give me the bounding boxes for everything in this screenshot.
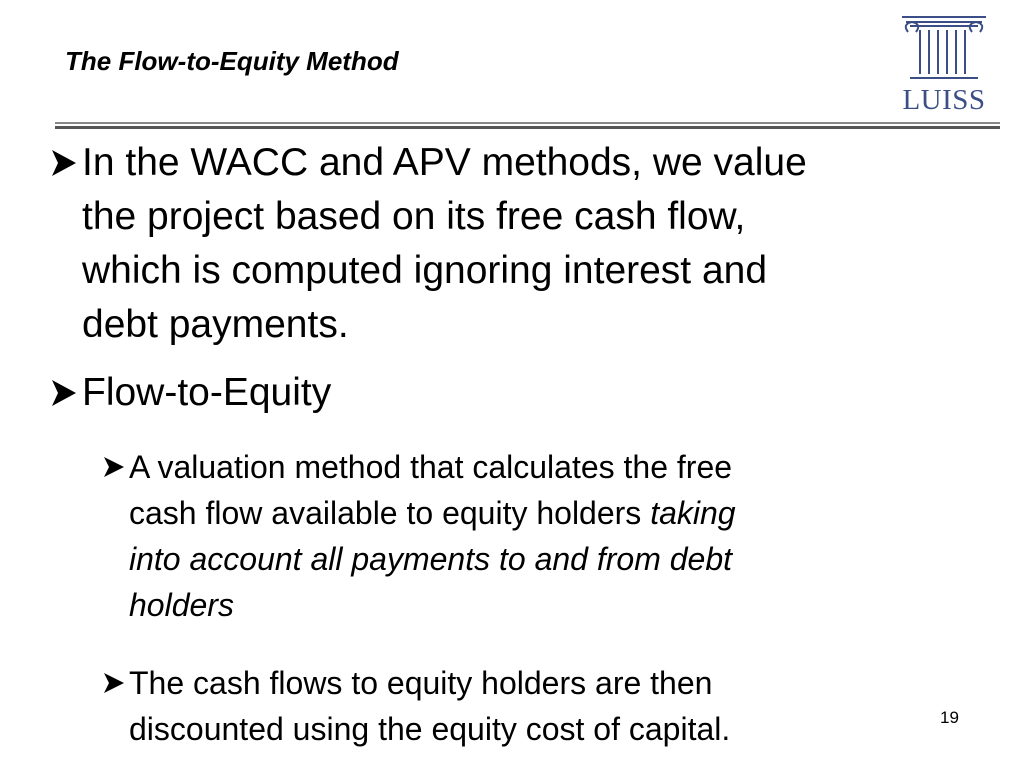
sub-bullet-1-line: A valuation method that calculates the free [129, 449, 733, 485]
logo-text: LUISS [902, 84, 986, 116]
italic-text: taking [650, 495, 736, 531]
arrow-bullet-icon [100, 444, 130, 490]
luiss-logo [898, 12, 990, 120]
bullet-2-line: Flow-to-Equity [82, 371, 332, 414]
bullet-1-line: debt payments. [82, 303, 349, 346]
arrow-bullet-icon [48, 136, 84, 190]
title-divider [55, 122, 1000, 129]
plain-text: cash flow available to equity holders [129, 495, 651, 531]
column-logo-icon [898, 12, 990, 84]
sub-bullet-2-line: discounted using the equity cost of capital. [129, 711, 731, 747]
bullet-1-line: the project based on its free cash flow, [82, 195, 746, 238]
arrow-bullet-icon [48, 366, 84, 420]
page-number: 19 [940, 708, 959, 727]
bullet-1-line: which is computed ignoring interest and [82, 249, 768, 292]
bullet-1-line: In the WACC and APV methods, we value [82, 141, 807, 184]
sub-bullet-1-line [129, 490, 736, 536]
arrow-bullet-icon [100, 660, 130, 706]
slide-title: The Flow-to-Equity Method [65, 46, 399, 76]
sub-bullet-2-line: The cash flows to equity holders are then [129, 665, 713, 701]
sub-bullet-1-line: holders [129, 587, 234, 623]
sub-bullet-1-line: into account all payments to and from debt [129, 541, 733, 577]
